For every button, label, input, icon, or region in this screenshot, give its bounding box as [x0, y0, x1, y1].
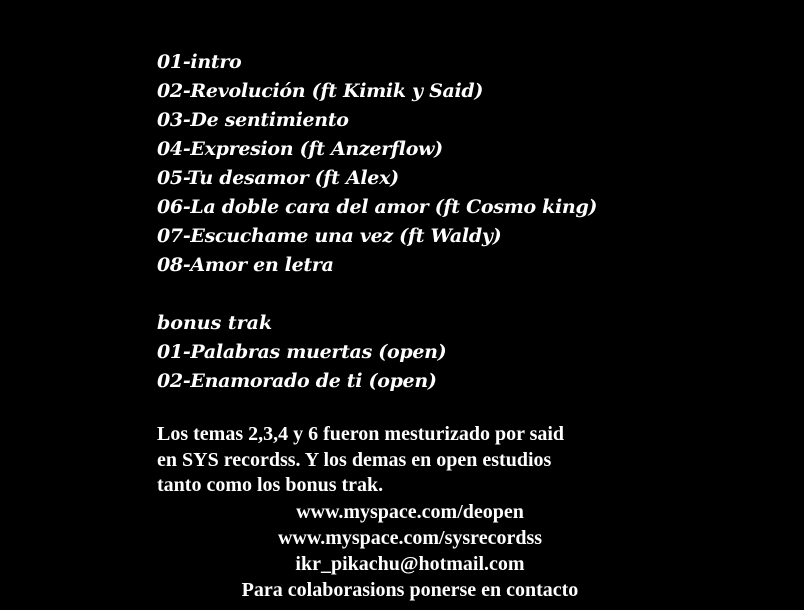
myspace-sysrecordss-link: www.myspace.com/sysrecordss	[277, 527, 543, 549]
track-list	[157, 48, 597, 280]
track-item: 02-Revolución (ft Kimik y Said)	[157, 80, 484, 102]
track-item: 01-intro	[157, 51, 242, 73]
collaboration-note: Para colaborasions ponerse en contacto	[241, 579, 579, 601]
contact-block	[157, 499, 663, 603]
bonus-heading: bonus trak	[157, 312, 273, 334]
track-item: 04-Expresion (ft Anzerflow)	[157, 138, 443, 160]
bonus-track-item: 02-Enamorado de ti (open)	[157, 370, 437, 392]
production-notes	[157, 422, 677, 499]
track-item: 05-Tu desamor (ft Alex)	[157, 167, 399, 189]
track-item: 07-Escuchame una vez (ft Waldy)	[157, 225, 502, 247]
bonus-track-list	[157, 338, 446, 396]
notes-line: tanto como los bonus trak.	[157, 474, 384, 496]
contact-email: ikr_pikachu@hotmail.com	[295, 553, 525, 575]
track-item: 06-La doble cara del amor (ft Cosmo king)	[157, 196, 598, 218]
myspace-deopen-link: www.myspace.com/deopen	[296, 501, 524, 523]
notes-line: en SYS recordss. Y los demas en open estudios	[157, 448, 552, 471]
bonus-track-item: 01-Palabras muertas (open)	[157, 341, 447, 363]
track-item: 03-De sentimiento	[157, 109, 349, 131]
track-item: 08-Amor en letra	[157, 254, 334, 276]
notes-line: Los temas 2,3,4 y 6 fueron mesturizado por said	[157, 423, 565, 445]
